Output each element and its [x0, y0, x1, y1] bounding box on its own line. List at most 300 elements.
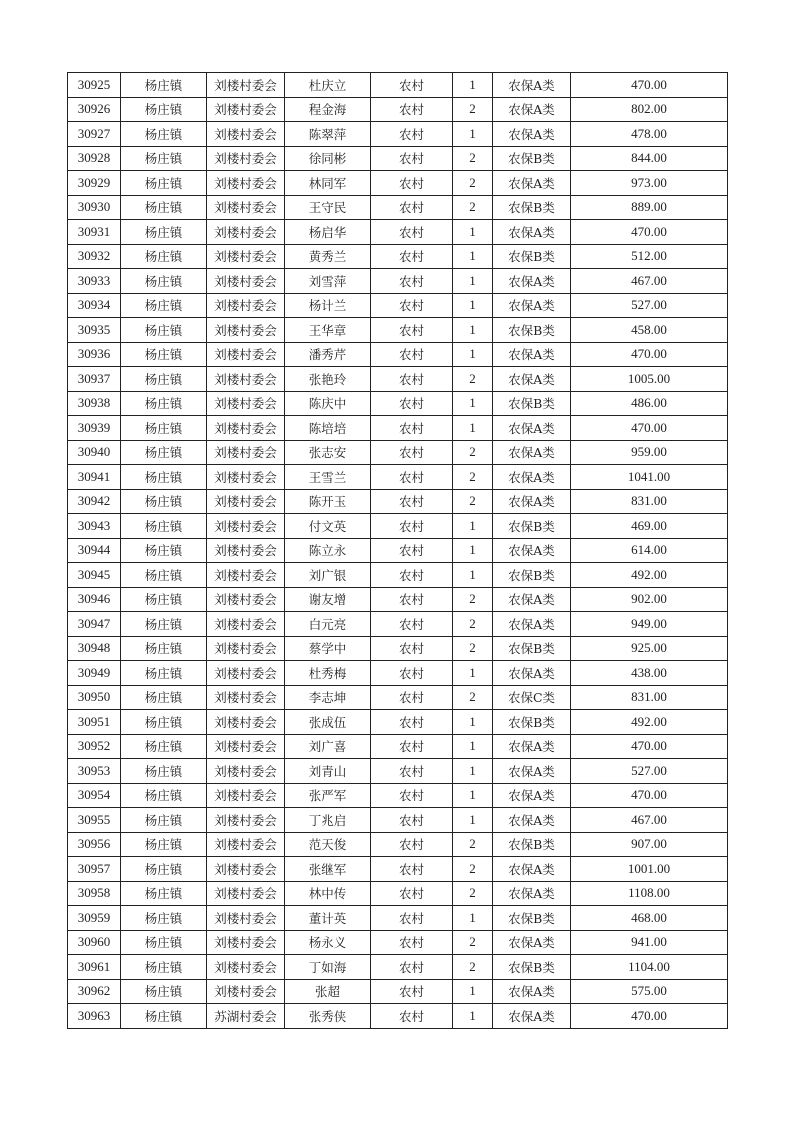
- cell-area-type: 农村: [371, 587, 453, 612]
- cell-person-name: 刘雪萍: [285, 269, 371, 294]
- table-row: [68, 195, 728, 220]
- cell-household-count: 1: [453, 979, 493, 1004]
- cell-insurance-category: 农保B类: [493, 636, 571, 661]
- cell-household-count: 2: [453, 465, 493, 490]
- cell-record-id: 30927: [68, 122, 121, 147]
- cell-village-committee: 刘楼村委会: [207, 269, 285, 294]
- cell-insurance-category: 农保A类: [493, 220, 571, 245]
- cell-town: 杨庄镇: [121, 416, 207, 441]
- cell-household-count: 2: [453, 97, 493, 122]
- cell-amount: 802.00: [571, 97, 728, 122]
- cell-amount: 1108.00: [571, 881, 728, 906]
- cell-person-name: 董计英: [285, 906, 371, 931]
- cell-town: 杨庄镇: [121, 881, 207, 906]
- cell-area-type: 农村: [371, 195, 453, 220]
- cell-town: 杨庄镇: [121, 808, 207, 833]
- cell-town: 杨庄镇: [121, 318, 207, 343]
- cell-person-name: 王华章: [285, 318, 371, 343]
- cell-amount: 470.00: [571, 342, 728, 367]
- table-row: [68, 783, 728, 808]
- cell-amount: 527.00: [571, 293, 728, 318]
- cell-town: 杨庄镇: [121, 342, 207, 367]
- cell-town: 杨庄镇: [121, 832, 207, 857]
- cell-household-count: 1: [453, 416, 493, 441]
- cell-record-id: 30952: [68, 734, 121, 759]
- cell-town: 杨庄镇: [121, 220, 207, 245]
- cell-person-name: 付文英: [285, 514, 371, 539]
- cell-person-name: 林同军: [285, 171, 371, 196]
- cell-household-count: 1: [453, 808, 493, 833]
- cell-person-name: 范天俊: [285, 832, 371, 857]
- cell-record-id: 30960: [68, 930, 121, 955]
- cell-record-id: 30950: [68, 685, 121, 710]
- cell-record-id: 30930: [68, 195, 121, 220]
- cell-village-committee: 刘楼村委会: [207, 293, 285, 318]
- cell-amount: 889.00: [571, 195, 728, 220]
- cell-village-committee: 刘楼村委会: [207, 857, 285, 882]
- cell-person-name: 张秀侠: [285, 1004, 371, 1029]
- cell-record-id: 30946: [68, 587, 121, 612]
- cell-town: 杨庄镇: [121, 391, 207, 416]
- cell-person-name: 林中传: [285, 881, 371, 906]
- cell-town: 杨庄镇: [121, 930, 207, 955]
- cell-village-committee: 刘楼村委会: [207, 97, 285, 122]
- cell-household-count: 2: [453, 832, 493, 857]
- cell-person-name: 丁兆启: [285, 808, 371, 833]
- cell-area-type: 农村: [371, 146, 453, 171]
- table-row: [68, 955, 728, 980]
- table-body: [68, 73, 728, 1029]
- table-row: [68, 171, 728, 196]
- cell-town: 杨庄镇: [121, 783, 207, 808]
- cell-area-type: 农村: [371, 832, 453, 857]
- cell-town: 杨庄镇: [121, 710, 207, 735]
- cell-household-count: 1: [453, 342, 493, 367]
- table-row: [68, 759, 728, 784]
- cell-town: 杨庄镇: [121, 538, 207, 563]
- cell-household-count: 2: [453, 195, 493, 220]
- cell-insurance-category: 农保A类: [493, 73, 571, 98]
- cell-village-committee: 刘楼村委会: [207, 342, 285, 367]
- table-row: [68, 906, 728, 931]
- cell-town: 杨庄镇: [121, 367, 207, 392]
- table-row: [68, 122, 728, 147]
- cell-person-name: 杜秀梅: [285, 661, 371, 686]
- cell-village-committee: 刘楼村委会: [207, 416, 285, 441]
- table-row: [68, 930, 728, 955]
- cell-village-committee: 苏湖村委会: [207, 1004, 285, 1029]
- cell-area-type: 农村: [371, 465, 453, 490]
- cell-town: 杨庄镇: [121, 685, 207, 710]
- cell-person-name: 王雪兰: [285, 465, 371, 490]
- cell-household-count: 2: [453, 930, 493, 955]
- cell-household-count: 2: [453, 881, 493, 906]
- cell-insurance-category: 农保B类: [493, 244, 571, 269]
- cell-insurance-category: 农保A类: [493, 367, 571, 392]
- cell-amount: 1001.00: [571, 857, 728, 882]
- cell-person-name: 陈立永: [285, 538, 371, 563]
- cell-village-committee: 刘楼村委会: [207, 367, 285, 392]
- cell-area-type: 农村: [371, 220, 453, 245]
- cell-household-count: 2: [453, 857, 493, 882]
- cell-area-type: 农村: [371, 685, 453, 710]
- cell-insurance-category: 农保A类: [493, 538, 571, 563]
- cell-record-id: 30926: [68, 97, 121, 122]
- cell-area-type: 农村: [371, 1004, 453, 1029]
- cell-area-type: 农村: [371, 171, 453, 196]
- table-row: [68, 636, 728, 661]
- cell-village-committee: 刘楼村委会: [207, 881, 285, 906]
- cell-village-committee: 刘楼村委会: [207, 538, 285, 563]
- cell-insurance-category: 农保A类: [493, 269, 571, 294]
- cell-insurance-category: 农保A类: [493, 465, 571, 490]
- cell-area-type: 农村: [371, 269, 453, 294]
- cell-record-id: 30962: [68, 979, 121, 1004]
- cell-amount: 959.00: [571, 440, 728, 465]
- cell-person-name: 李志坤: [285, 685, 371, 710]
- cell-insurance-category: 农保A类: [493, 171, 571, 196]
- cell-household-count: 2: [453, 636, 493, 661]
- cell-amount: 512.00: [571, 244, 728, 269]
- cell-amount: 575.00: [571, 979, 728, 1004]
- cell-person-name: 黄秀兰: [285, 244, 371, 269]
- cell-household-count: 2: [453, 489, 493, 514]
- cell-area-type: 农村: [371, 416, 453, 441]
- cell-person-name: 程金海: [285, 97, 371, 122]
- cell-amount: 492.00: [571, 563, 728, 588]
- cell-record-id: 30947: [68, 612, 121, 637]
- cell-person-name: 杨启华: [285, 220, 371, 245]
- cell-village-committee: 刘楼村委会: [207, 612, 285, 637]
- cell-area-type: 农村: [371, 244, 453, 269]
- cell-area-type: 农村: [371, 367, 453, 392]
- cell-insurance-category: 农保A类: [493, 587, 571, 612]
- cell-amount: 486.00: [571, 391, 728, 416]
- cell-household-count: 1: [453, 269, 493, 294]
- cell-household-count: 1: [453, 514, 493, 539]
- cell-town: 杨庄镇: [121, 906, 207, 931]
- cell-person-name: 谢友增: [285, 587, 371, 612]
- cell-record-id: 30939: [68, 416, 121, 441]
- cell-household-count: 1: [453, 73, 493, 98]
- cell-household-count: 1: [453, 1004, 493, 1029]
- cell-amount: 902.00: [571, 587, 728, 612]
- cell-area-type: 农村: [371, 514, 453, 539]
- cell-household-count: 1: [453, 906, 493, 931]
- cell-household-count: 1: [453, 710, 493, 735]
- cell-household-count: 1: [453, 391, 493, 416]
- cell-household-count: 1: [453, 661, 493, 686]
- cell-insurance-category: 农保B类: [493, 832, 571, 857]
- cell-amount: 614.00: [571, 538, 728, 563]
- cell-record-id: 30941: [68, 465, 121, 490]
- cell-insurance-category: 农保B类: [493, 906, 571, 931]
- table-row: [68, 416, 728, 441]
- table-row: [68, 808, 728, 833]
- cell-town: 杨庄镇: [121, 955, 207, 980]
- cell-amount: 478.00: [571, 122, 728, 147]
- cell-area-type: 农村: [371, 759, 453, 784]
- cell-insurance-category: 农保A类: [493, 759, 571, 784]
- table-row: [68, 146, 728, 171]
- cell-record-id: 30931: [68, 220, 121, 245]
- cell-person-name: 张志安: [285, 440, 371, 465]
- cell-insurance-category: 农保C类: [493, 685, 571, 710]
- cell-person-name: 白元亮: [285, 612, 371, 637]
- cell-area-type: 农村: [371, 808, 453, 833]
- cell-person-name: 蔡学中: [285, 636, 371, 661]
- cell-village-committee: 刘楼村委会: [207, 171, 285, 196]
- table-row: [68, 661, 728, 686]
- cell-town: 杨庄镇: [121, 759, 207, 784]
- cell-village-committee: 刘楼村委会: [207, 514, 285, 539]
- cell-amount: 925.00: [571, 636, 728, 661]
- cell-town: 杨庄镇: [121, 587, 207, 612]
- cell-village-committee: 刘楼村委会: [207, 465, 285, 490]
- cell-area-type: 农村: [371, 906, 453, 931]
- cell-household-count: 1: [453, 734, 493, 759]
- cell-town: 杨庄镇: [121, 269, 207, 294]
- cell-town: 杨庄镇: [121, 146, 207, 171]
- cell-insurance-category: 农保A类: [493, 416, 571, 441]
- cell-village-committee: 刘楼村委会: [207, 734, 285, 759]
- cell-record-id: 30929: [68, 171, 121, 196]
- cell-record-id: 30943: [68, 514, 121, 539]
- cell-record-id: 30937: [68, 367, 121, 392]
- cell-household-count: 1: [453, 122, 493, 147]
- table-row: [68, 367, 728, 392]
- cell-insurance-category: 农保B类: [493, 391, 571, 416]
- cell-area-type: 农村: [371, 612, 453, 637]
- table-row: [68, 318, 728, 343]
- cell-area-type: 农村: [371, 930, 453, 955]
- cell-town: 杨庄镇: [121, 440, 207, 465]
- cell-insurance-category: 农保A类: [493, 440, 571, 465]
- cell-person-name: 杨计兰: [285, 293, 371, 318]
- table-row: [68, 244, 728, 269]
- cell-household-count: 2: [453, 612, 493, 637]
- cell-amount: 470.00: [571, 220, 728, 245]
- table-row: [68, 220, 728, 245]
- cell-area-type: 农村: [371, 293, 453, 318]
- cell-town: 杨庄镇: [121, 734, 207, 759]
- cell-insurance-category: 农保B类: [493, 955, 571, 980]
- cell-area-type: 农村: [371, 955, 453, 980]
- table-row: [68, 269, 728, 294]
- table-row: [68, 97, 728, 122]
- cell-village-committee: 刘楼村委会: [207, 195, 285, 220]
- cell-record-id: 30953: [68, 759, 121, 784]
- cell-record-id: 30963: [68, 1004, 121, 1029]
- cell-insurance-category: 农保A类: [493, 612, 571, 637]
- cell-record-id: 30955: [68, 808, 121, 833]
- cell-village-committee: 刘楼村委会: [207, 930, 285, 955]
- cell-area-type: 农村: [371, 783, 453, 808]
- cell-village-committee: 刘楼村委会: [207, 808, 285, 833]
- table-row: [68, 342, 728, 367]
- cell-insurance-category: 农保B类: [493, 318, 571, 343]
- cell-amount: 1104.00: [571, 955, 728, 980]
- cell-amount: 470.00: [571, 783, 728, 808]
- cell-village-committee: 刘楼村委会: [207, 318, 285, 343]
- cell-area-type: 农村: [371, 391, 453, 416]
- cell-record-id: 30928: [68, 146, 121, 171]
- cell-town: 杨庄镇: [121, 73, 207, 98]
- cell-village-committee: 刘楼村委会: [207, 146, 285, 171]
- cell-area-type: 农村: [371, 342, 453, 367]
- cell-record-id: 30961: [68, 955, 121, 980]
- cell-household-count: 2: [453, 955, 493, 980]
- cell-area-type: 农村: [371, 97, 453, 122]
- cell-amount: 470.00: [571, 1004, 728, 1029]
- cell-insurance-category: 农保A类: [493, 979, 571, 1004]
- cell-area-type: 农村: [371, 440, 453, 465]
- cell-person-name: 陈翠萍: [285, 122, 371, 147]
- cell-person-name: 张继军: [285, 857, 371, 882]
- cell-record-id: 30925: [68, 73, 121, 98]
- table-row: [68, 734, 728, 759]
- cell-town: 杨庄镇: [121, 489, 207, 514]
- cell-record-id: 30935: [68, 318, 121, 343]
- table-row: [68, 857, 728, 882]
- cell-household-count: 1: [453, 318, 493, 343]
- cell-area-type: 农村: [371, 710, 453, 735]
- cell-record-id: 30949: [68, 661, 121, 686]
- cell-area-type: 农村: [371, 979, 453, 1004]
- cell-area-type: 农村: [371, 73, 453, 98]
- cell-village-committee: 刘楼村委会: [207, 244, 285, 269]
- table-row: [68, 563, 728, 588]
- cell-household-count: 2: [453, 171, 493, 196]
- cell-area-type: 农村: [371, 563, 453, 588]
- cell-town: 杨庄镇: [121, 661, 207, 686]
- cell-record-id: 30959: [68, 906, 121, 931]
- table-row: [68, 832, 728, 857]
- cell-area-type: 农村: [371, 661, 453, 686]
- cell-area-type: 农村: [371, 538, 453, 563]
- cell-person-name: 陈开玉: [285, 489, 371, 514]
- cell-village-committee: 刘楼村委会: [207, 391, 285, 416]
- cell-village-committee: 刘楼村委会: [207, 759, 285, 784]
- table-row: [68, 73, 728, 98]
- cell-record-id: 30940: [68, 440, 121, 465]
- cell-record-id: 30948: [68, 636, 121, 661]
- cell-insurance-category: 农保A类: [493, 342, 571, 367]
- cell-household-count: 1: [453, 759, 493, 784]
- table-row: [68, 587, 728, 612]
- table-row: [68, 440, 728, 465]
- cell-amount: 468.00: [571, 906, 728, 931]
- cell-town: 杨庄镇: [121, 293, 207, 318]
- cell-town: 杨庄镇: [121, 122, 207, 147]
- cell-amount: 1005.00: [571, 367, 728, 392]
- cell-amount: 469.00: [571, 514, 728, 539]
- cell-record-id: 30945: [68, 563, 121, 588]
- cell-amount: 492.00: [571, 710, 728, 735]
- cell-area-type: 农村: [371, 489, 453, 514]
- cell-village-committee: 刘楼村委会: [207, 220, 285, 245]
- table-row: [68, 685, 728, 710]
- cell-insurance-category: 农保A类: [493, 734, 571, 759]
- cell-amount: 941.00: [571, 930, 728, 955]
- cell-town: 杨庄镇: [121, 514, 207, 539]
- cell-town: 杨庄镇: [121, 979, 207, 1004]
- cell-person-name: 丁如海: [285, 955, 371, 980]
- cell-person-name: 刘广银: [285, 563, 371, 588]
- cell-village-committee: 刘楼村委会: [207, 783, 285, 808]
- cell-insurance-category: 农保A类: [493, 661, 571, 686]
- cell-amount: 470.00: [571, 73, 728, 98]
- cell-amount: 949.00: [571, 612, 728, 637]
- table-row: [68, 979, 728, 1004]
- cell-amount: 467.00: [571, 808, 728, 833]
- cell-record-id: 30934: [68, 293, 121, 318]
- cell-amount: 831.00: [571, 489, 728, 514]
- cell-area-type: 农村: [371, 122, 453, 147]
- cell-village-committee: 刘楼村委会: [207, 979, 285, 1004]
- cell-person-name: 杜庆立: [285, 73, 371, 98]
- cell-insurance-category: 农保A类: [493, 97, 571, 122]
- cell-household-count: 1: [453, 783, 493, 808]
- cell-person-name: 杨永义: [285, 930, 371, 955]
- cell-household-count: 2: [453, 146, 493, 171]
- cell-village-committee: 刘楼村委会: [207, 955, 285, 980]
- cell-village-committee: 刘楼村委会: [207, 563, 285, 588]
- cell-village-committee: 刘楼村委会: [207, 73, 285, 98]
- cell-area-type: 农村: [371, 857, 453, 882]
- cell-person-name: 陈培培: [285, 416, 371, 441]
- cell-record-id: 30958: [68, 881, 121, 906]
- cell-household-count: 2: [453, 440, 493, 465]
- cell-town: 杨庄镇: [121, 1004, 207, 1029]
- cell-household-count: 1: [453, 293, 493, 318]
- cell-record-id: 30957: [68, 857, 121, 882]
- table-row: [68, 881, 728, 906]
- cell-person-name: 张成伍: [285, 710, 371, 735]
- cell-village-committee: 刘楼村委会: [207, 710, 285, 735]
- cell-household-count: 1: [453, 538, 493, 563]
- records-table: [67, 72, 728, 1029]
- cell-person-name: 刘青山: [285, 759, 371, 784]
- cell-household-count: 2: [453, 367, 493, 392]
- table-row: [68, 465, 728, 490]
- cell-village-committee: 刘楼村委会: [207, 832, 285, 857]
- cell-insurance-category: 农保B类: [493, 195, 571, 220]
- table-row: [68, 489, 728, 514]
- cell-area-type: 农村: [371, 318, 453, 343]
- cell-insurance-category: 农保B类: [493, 710, 571, 735]
- cell-amount: 973.00: [571, 171, 728, 196]
- cell-village-committee: 刘楼村委会: [207, 440, 285, 465]
- cell-record-id: 30932: [68, 244, 121, 269]
- cell-person-name: 张严军: [285, 783, 371, 808]
- cell-town: 杨庄镇: [121, 195, 207, 220]
- cell-village-committee: 刘楼村委会: [207, 587, 285, 612]
- cell-insurance-category: 农保B类: [493, 514, 571, 539]
- cell-town: 杨庄镇: [121, 857, 207, 882]
- cell-household-count: 2: [453, 587, 493, 612]
- cell-village-committee: 刘楼村委会: [207, 685, 285, 710]
- cell-person-name: 陈庆中: [285, 391, 371, 416]
- cell-amount: 438.00: [571, 661, 728, 686]
- cell-town: 杨庄镇: [121, 636, 207, 661]
- cell-person-name: 徐同彬: [285, 146, 371, 171]
- cell-insurance-category: 农保A类: [493, 489, 571, 514]
- cell-insurance-category: 农保A类: [493, 857, 571, 882]
- cell-town: 杨庄镇: [121, 465, 207, 490]
- cell-town: 杨庄镇: [121, 612, 207, 637]
- cell-village-committee: 刘楼村委会: [207, 489, 285, 514]
